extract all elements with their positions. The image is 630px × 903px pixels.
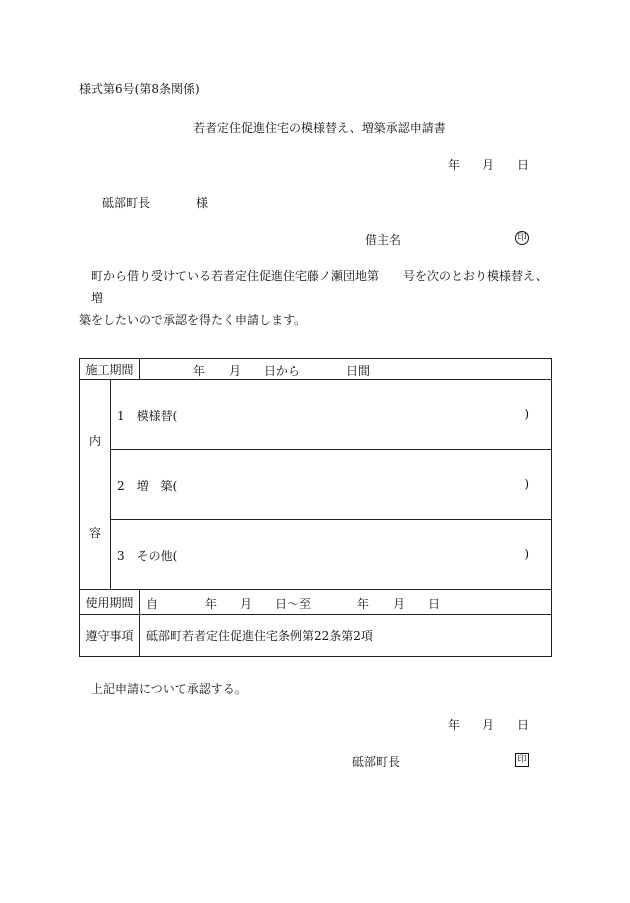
applicant-seal: 印 — [515, 231, 529, 245]
date-day: 日 — [517, 158, 530, 172]
cp-month: 月 — [229, 364, 242, 378]
up-month1: 月 — [240, 597, 253, 611]
usage-period-row — [80, 590, 552, 615]
compliance-label: 遵守事項 — [80, 615, 140, 657]
approval-seal: 印 — [515, 753, 529, 767]
cp-year: 年 — [193, 364, 206, 378]
content-label — [80, 380, 111, 590]
content-item-other-label: 3 その他( — [117, 549, 178, 563]
compliance-value: 砥部町若者定住促進住宅条例第22条第2項 — [140, 615, 552, 657]
request-body — [79, 265, 559, 331]
construction-period-value[interactable] — [140, 359, 552, 380]
compliance-row — [80, 615, 552, 657]
document-title: 若者定住促進住宅の模様替え、増築承認申請書 — [193, 121, 446, 135]
approval-text: 上記申請について承認する。 — [91, 682, 247, 696]
approval-authority: 砥部町長 — [352, 755, 401, 769]
content-row-3 — [80, 520, 552, 590]
content-item-extension-label: 2 増 築( — [117, 479, 178, 493]
up-from: 自 — [146, 597, 159, 611]
approval-date-day: 日 — [517, 718, 530, 732]
content-item-remodel-close: ) — [524, 407, 529, 421]
approval-date-year: 年 — [448, 718, 461, 732]
content-item-other-close: ) — [524, 547, 529, 561]
up-year2: 年 — [357, 597, 370, 611]
date-month: 月 — [482, 158, 495, 172]
addressee-name: 砥部町長 — [102, 196, 151, 210]
construction-period-row — [80, 359, 552, 380]
cp-day-from: 日から — [264, 364, 301, 378]
cp-days: 日間 — [346, 364, 371, 378]
approval-date-month: 月 — [482, 718, 495, 732]
content-item-other[interactable] — [111, 520, 552, 590]
content-row-1 — [80, 380, 552, 450]
usage-period-label: 使用期間 — [80, 590, 140, 615]
up-year1: 年 — [205, 597, 218, 611]
usage-period-value[interactable] — [140, 590, 552, 615]
request-body-line2: 築をしたいので承認を得たく申請します。 — [79, 313, 307, 327]
up-month2: 月 — [393, 597, 406, 611]
request-body-line1: 町から借り受けている若者定住促進住宅藤ノ瀬団地第 号を次のとおり模様替え、増 — [91, 269, 548, 305]
content-label-bottom: 容 — [89, 526, 102, 540]
up-day2: 日 — [428, 597, 441, 611]
content-item-remodel-label: 1 模様替( — [117, 409, 178, 423]
date-year: 年 — [448, 158, 461, 172]
content-label-top: 内 — [89, 434, 102, 448]
content-item-remodel[interactable] — [111, 380, 552, 450]
content-row-2 — [80, 450, 552, 520]
construction-period-label: 施工期間 — [80, 359, 140, 380]
content-item-extension-close: ) — [524, 477, 529, 491]
addressee-honorific: 様 — [196, 196, 209, 210]
applicant-label: 借主名 — [365, 233, 402, 247]
up-day1-to: 日～至 — [275, 597, 312, 611]
content-item-extension[interactable] — [111, 450, 552, 520]
form-number: 様式第6号(第8条関係) — [79, 82, 200, 96]
application-table — [79, 358, 552, 657]
